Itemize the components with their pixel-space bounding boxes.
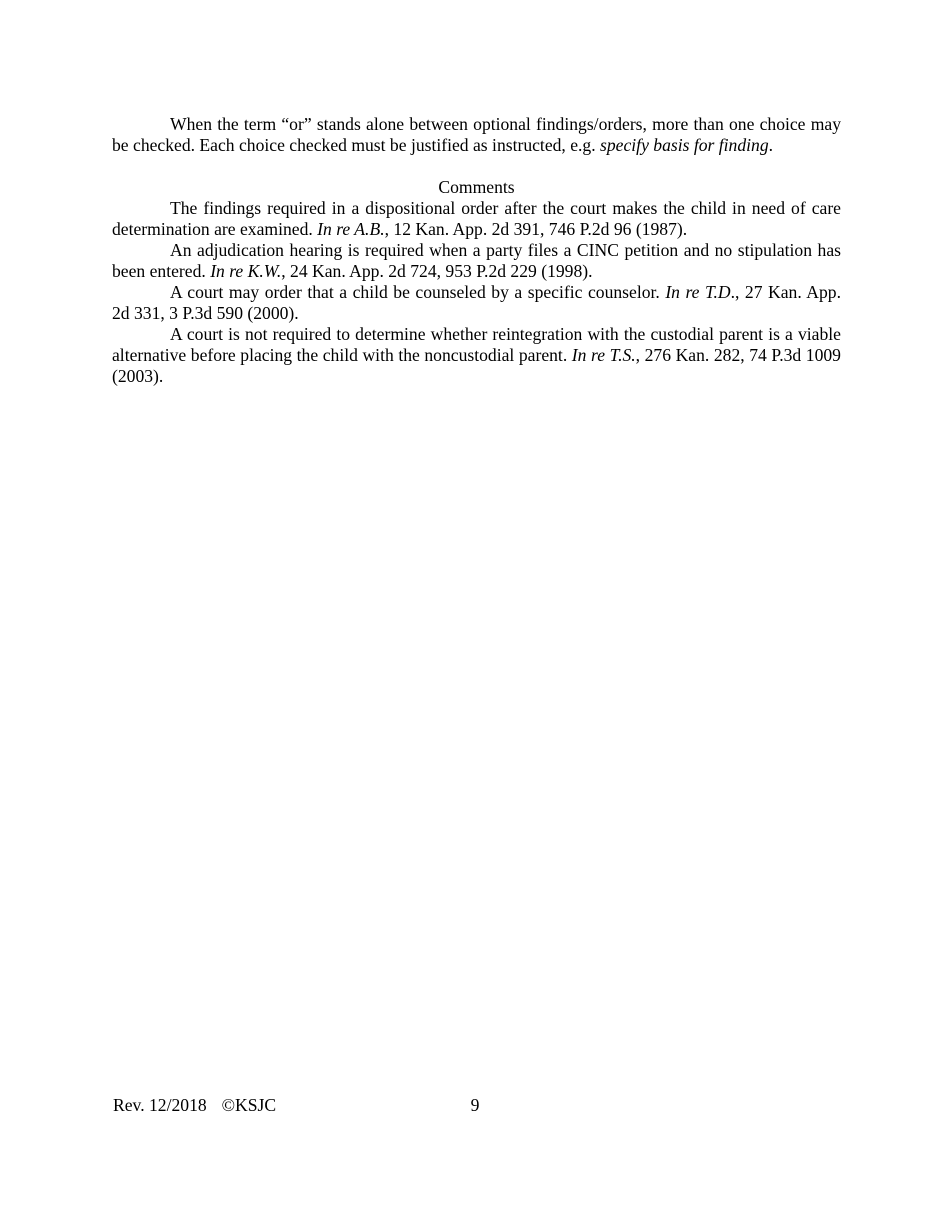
intro-text-end: .	[768, 135, 774, 155]
comment-text: A court may order that a child be counseled by a specific counselor.	[170, 282, 666, 302]
comment-text: An adjudication hearing is required when a party files a CINC petition and no stipulation has been entered.	[112, 240, 841, 281]
intro-paragraph	[112, 114, 841, 156]
case-citation: In re K.W.	[210, 261, 282, 281]
citation-detail: , 276 Kan. 282, 74 P.3d 1009 (2003).	[112, 345, 841, 386]
intro-text: When the term “or” stands alone between optional findings/orders, more than one choice may be checked. Each choice checked must be justified as instructed, e.g.	[112, 114, 841, 155]
citation-detail: , 24 Kan. App. 2d 724, 953 P.2d 229 (1998).	[281, 261, 593, 281]
case-citation: In re A.B.	[317, 219, 385, 239]
copyright-notice: ©KSJC	[221, 1095, 277, 1115]
intro-italic-phrase: specify basis for finding	[600, 135, 769, 155]
comment-paragraph-4	[112, 324, 841, 387]
comment-paragraph-3	[112, 282, 841, 324]
page-footer	[0, 1095, 950, 1116]
revision-date: Rev. 12/2018	[113, 1095, 207, 1115]
case-citation: In re T.S.	[571, 345, 636, 365]
citation-detail: ., 27 Kan. App. 2d 331, 3 P.3d 590 (2000).	[112, 282, 841, 323]
comment-text: The findings required in a dispositional order after the court makes the child in need of care determination are examined.	[112, 198, 841, 239]
comments-heading: Comments	[438, 177, 515, 197]
page-number: 9	[470, 1095, 480, 1115]
document-body	[112, 114, 841, 387]
case-citation: In re T.D	[665, 282, 731, 302]
footer-revision-block	[113, 1095, 276, 1116]
comment-text: A court is not required to determine whether reintegration with the custodial parent is a viable alternative before placing the child with the noncustodial parent.	[112, 324, 841, 365]
citation-detail: , 12 Kan. App. 2d 391, 746 P.2d 96 (1987).	[384, 219, 688, 239]
comment-paragraph-2	[112, 240, 841, 282]
comment-paragraph-1	[112, 198, 841, 240]
